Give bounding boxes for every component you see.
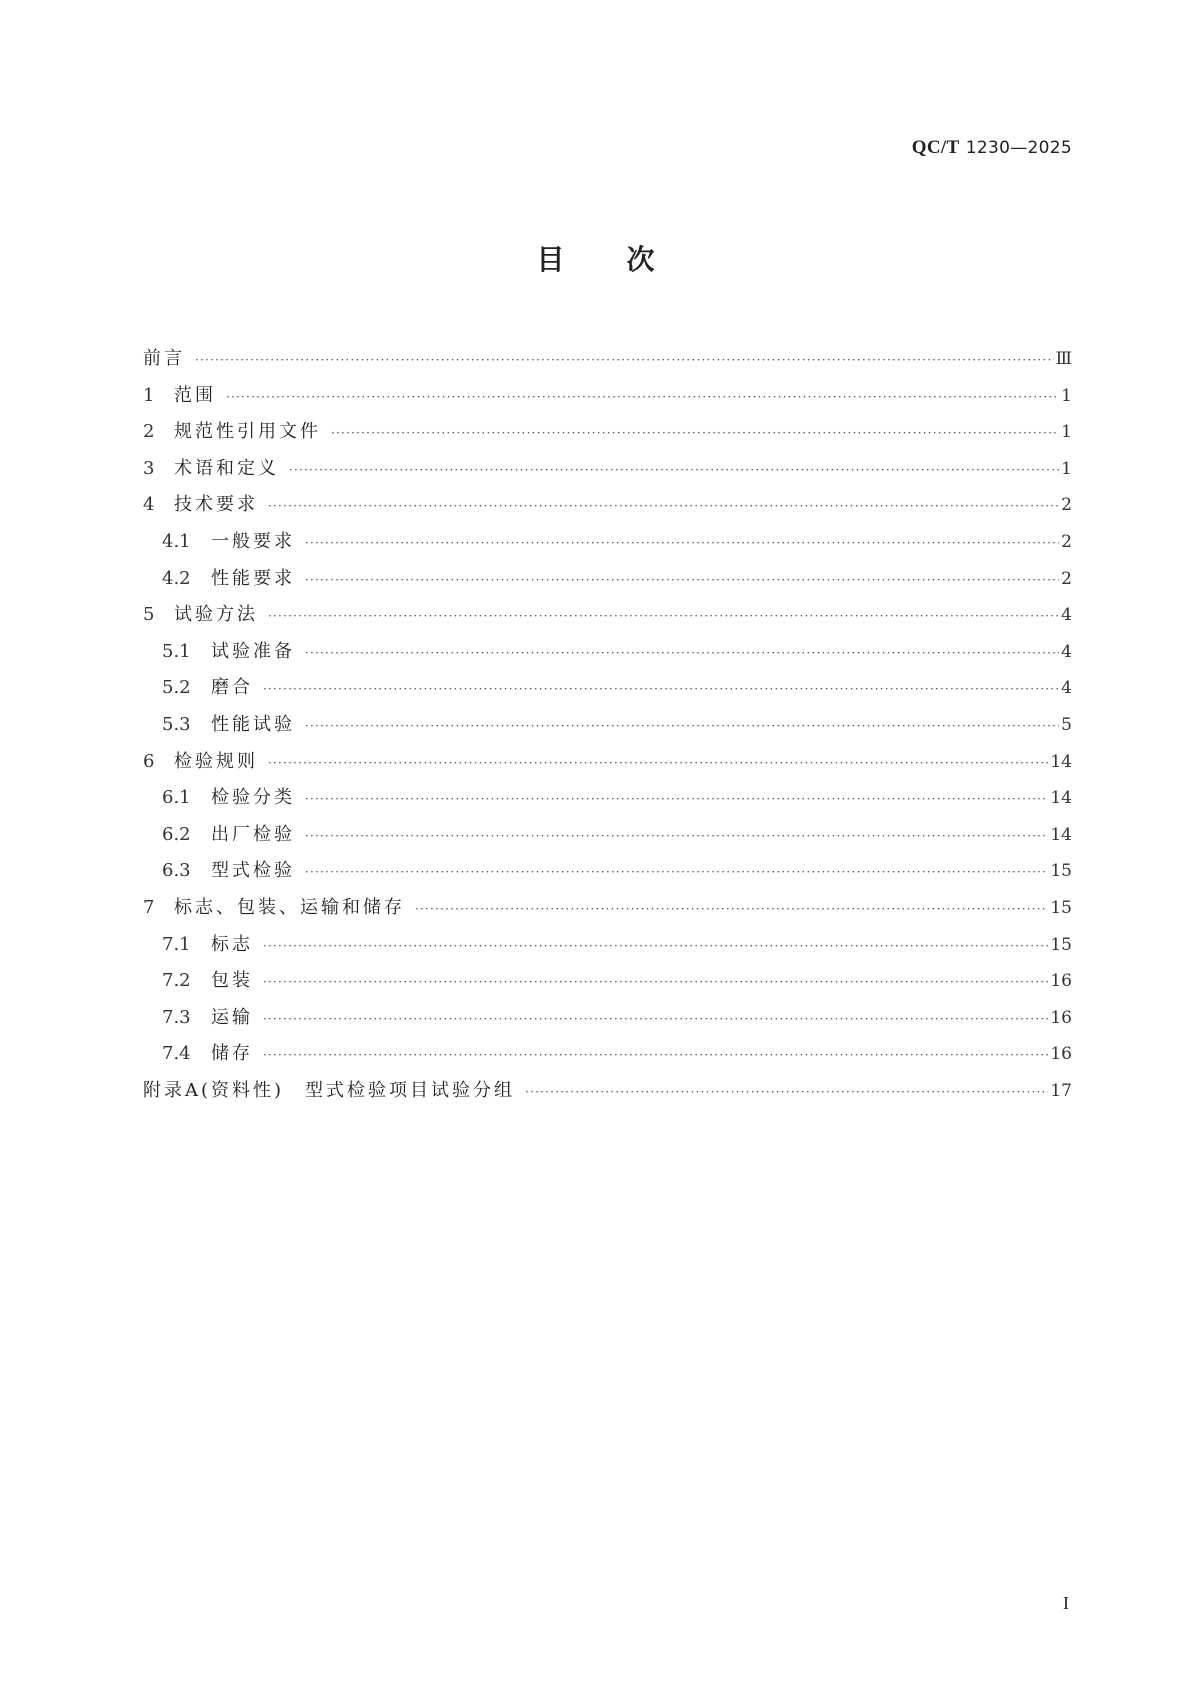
- toc-entry-page: 16: [1050, 971, 1072, 992]
- toc-entry-number: 6.1: [162, 787, 191, 809]
- toc-entry-label: 检验分类: [211, 787, 295, 809]
- toc-entry-number: 7.4: [162, 1043, 191, 1065]
- toc-entry-foreword[interactable]: [143, 344, 1072, 381]
- toc-entry-2[interactable]: [143, 417, 1072, 454]
- toc-entry-label: 出厂检验: [211, 823, 295, 845]
- toc-entry-label: 包装: [211, 970, 253, 992]
- dot-leader: [263, 1049, 1048, 1061]
- toc-entry-number: 4.2: [162, 567, 191, 589]
- dot-leader: [263, 1013, 1048, 1025]
- dot-leader: [263, 940, 1048, 952]
- toc-entry-number: 3: [143, 457, 155, 479]
- dot-leader: [305, 537, 1059, 549]
- toc-entry-number: 6.2: [162, 823, 191, 845]
- toc-entry-label: 范围: [174, 384, 216, 406]
- toc-entry-label: 规范性引用文件: [174, 421, 321, 443]
- toc-entry-number: 5.2: [162, 677, 191, 699]
- toc-entry-label: 技术要求: [174, 494, 258, 516]
- toc-entry-label: 一般要求: [211, 530, 295, 552]
- toc-entry-4[interactable]: [143, 490, 1072, 527]
- toc-entry-label: 性能试验: [211, 713, 295, 735]
- toc-entry-label: 运输: [211, 1006, 253, 1028]
- toc-entry-number: 6: [143, 750, 155, 772]
- toc-entry-page: 5: [1061, 714, 1072, 735]
- toc-entry-label: 标志: [211, 933, 253, 955]
- toc-entry-number: 4.1: [162, 530, 191, 552]
- toc-entry-page: 2: [1061, 568, 1072, 589]
- toc-entry-page: 2: [1061, 495, 1072, 516]
- dot-leader: [305, 574, 1059, 586]
- toc-entry-page: 14: [1050, 824, 1072, 845]
- toc-entry-label: 术语和定义: [174, 457, 279, 479]
- toc-entry-number: 2: [143, 421, 155, 443]
- dot-leader: [415, 903, 1048, 915]
- toc-entry-page: 4: [1061, 641, 1072, 662]
- toc-entry-number: 7: [143, 896, 155, 918]
- toc-entry-3[interactable]: [143, 454, 1072, 491]
- toc-entry-4-2[interactable]: [143, 564, 1072, 601]
- toc-entry-label: 试验准备: [211, 640, 295, 662]
- toc-entry-page: 15: [1050, 934, 1072, 955]
- toc-entry-number: 4: [143, 494, 155, 516]
- toc-entry-page: 2: [1061, 531, 1072, 552]
- toc-entry-page: 14: [1050, 751, 1072, 772]
- toc-entry-page: 15: [1050, 897, 1072, 918]
- toc-entry-5-2[interactable]: [143, 673, 1072, 710]
- toc-entry-page: 16: [1050, 1007, 1072, 1028]
- standard-code-prefix: QC/T: [911, 137, 960, 158]
- dot-leader: [226, 391, 1059, 403]
- toc-entry-number: 6.3: [162, 860, 191, 882]
- toc-entry-page: 17: [1050, 1080, 1072, 1101]
- dot-leader: [268, 757, 1048, 769]
- standard-code-number: 1230—2025: [965, 138, 1072, 158]
- toc-entry-page: 14: [1050, 788, 1072, 809]
- dot-leader: [525, 1086, 1048, 1098]
- dot-leader: [305, 720, 1059, 732]
- toc-entry-1[interactable]: [143, 381, 1072, 418]
- toc-entry-page: 1: [1061, 458, 1072, 479]
- toc-entry-number: 1: [143, 384, 155, 406]
- toc-entry-number: 7.2: [162, 970, 191, 992]
- toc-entry-label: 标志、包装、运输和储存: [174, 896, 405, 918]
- dot-leader: [268, 500, 1059, 512]
- toc-entry-page: 1: [1061, 385, 1072, 406]
- toc-entry-number: 5.1: [162, 640, 191, 662]
- toc-entry-6-3[interactable]: [143, 856, 1072, 893]
- toc-entry-7-4[interactable]: [143, 1039, 1072, 1076]
- toc-entry-6-2[interactable]: [143, 820, 1072, 857]
- dot-leader: [305, 793, 1048, 805]
- toc-entry-5-1[interactable]: [143, 637, 1072, 674]
- toc-entry-label: 磨合: [211, 677, 253, 699]
- toc-entry-page: 4: [1061, 605, 1072, 626]
- toc-entry-label: 检验规则: [174, 750, 258, 772]
- toc-entry-5-3[interactable]: [143, 710, 1072, 747]
- dot-leader: [331, 427, 1059, 439]
- toc-entry-7[interactable]: [143, 893, 1072, 930]
- toc-entry-appendix-a[interactable]: [143, 1076, 1072, 1113]
- dot-leader: [305, 866, 1048, 878]
- toc-entry-label: 附录A(资料性) 型式检验项目试验分组: [143, 1079, 516, 1101]
- toc-entry-6[interactable]: [143, 747, 1072, 784]
- toc-entry-number: 7.3: [162, 1006, 191, 1028]
- toc-entry-label: 储存: [211, 1043, 253, 1065]
- toc-entry-label: 性能要求: [211, 567, 295, 589]
- dot-leader: [268, 610, 1059, 622]
- toc-entry-label: 前言: [143, 348, 185, 369]
- toc-entry-5[interactable]: [143, 600, 1072, 637]
- dot-leader: [305, 647, 1059, 659]
- dot-leader: [289, 464, 1059, 476]
- standard-code: [912, 136, 1072, 159]
- toc-entry-4-1[interactable]: [143, 527, 1072, 564]
- toc-entry-6-1[interactable]: [143, 783, 1072, 820]
- toc-entry-number: 7.1: [162, 933, 191, 955]
- toc-entry-page: 1: [1061, 422, 1072, 443]
- toc-entry-label: 试验方法: [174, 604, 258, 626]
- dot-leader: [263, 683, 1059, 695]
- table-of-contents: [143, 344, 1072, 1112]
- toc-entry-label: 型式检验: [211, 860, 295, 882]
- toc-entry-7-2[interactable]: [143, 966, 1072, 1003]
- toc-entry-7-3[interactable]: [143, 1003, 1072, 1040]
- dot-leader: [263, 976, 1048, 988]
- dot-leader: [305, 830, 1048, 842]
- page-title: 目次: [536, 243, 717, 276]
- dot-leader: [195, 354, 1054, 366]
- page-number: I: [1063, 1593, 1069, 1613]
- toc-entry-number: 5: [143, 604, 155, 626]
- toc-entry-7-1[interactable]: [143, 930, 1072, 967]
- toc-entry-page: 4: [1061, 678, 1072, 699]
- toc-entry-page: 15: [1050, 861, 1072, 882]
- toc-entry-page: 16: [1050, 1044, 1072, 1065]
- toc-entry-number: 5.3: [162, 713, 191, 735]
- toc-entry-page: Ⅲ: [1055, 349, 1072, 369]
